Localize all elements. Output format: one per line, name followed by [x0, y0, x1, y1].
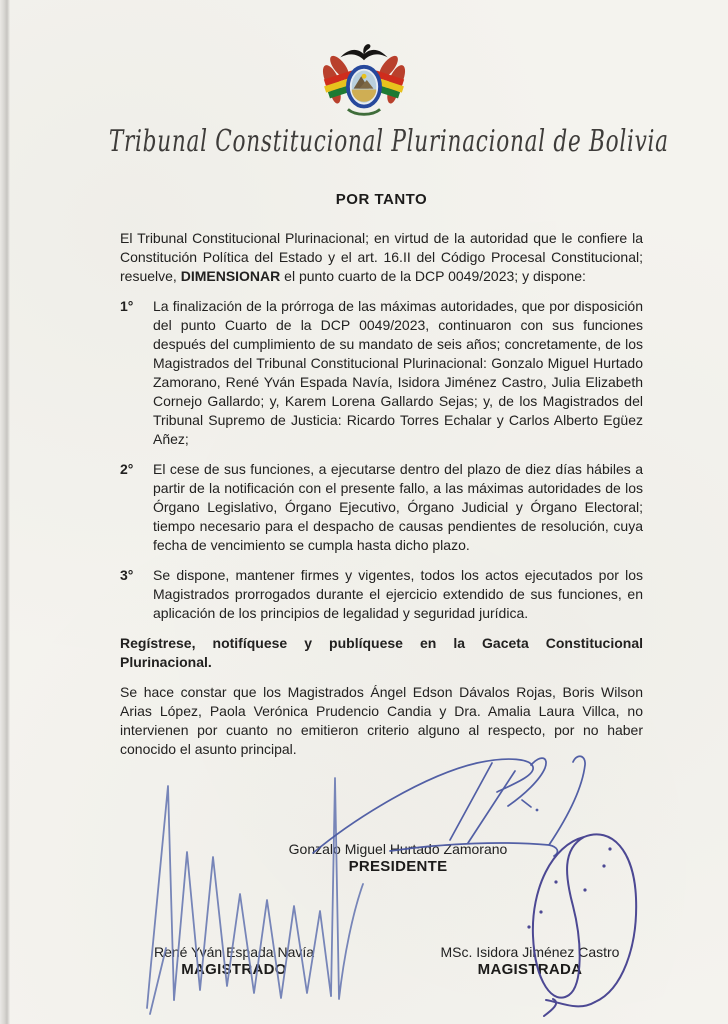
magistrada-role: MAGISTRADA: [477, 961, 583, 978]
intro-text-end: el punto cuarto de la DCP 0049/2023; y dispone:: [280, 268, 586, 284]
magistrado-role: MAGISTRADO: [181, 961, 287, 978]
section-heading: POR TANTO: [335, 191, 428, 208]
resolution-text: El cese de sus funciones, a ejecutarse dentro del plazo de diez días hábiles a partir de la notificación con el presente fallo, a las máximas autoridades de los Órgano Legislativo, Órgano Ejecutivo, Órgano Judicial y Órgano Electoral; tiempo necesario para el despacho de causas pendientes de resolución, cuya fecha de vencimiento se cumpla hasta dicho plazo.: [153, 461, 643, 553]
magistrada-name: MSc. Isidora Jiménez Castro: [440, 944, 620, 960]
resolution-number: 1°: [120, 298, 134, 314]
resolution-item-2: [120, 460, 643, 555]
intro-text-start: El Tribunal Constitucional Plurinacional; en virtud de la autoridad que le confiere la Constitución Política del Estado y el art. 16.II del Código Procesal Constitucional; resuelve,: [120, 230, 643, 284]
abstention-note: Se hace constar que los Magistrados Ángel Edson Dávalos Rojas, Boris Wilson Arias López, Paola Verónica Prudencio Candia y Dra. Amalia Laura Villca, no intervienen por cuanto no emitieron criterio alguno al respecto, por no haber conocido el asunto principal.: [120, 684, 643, 757]
intro-bold-keyword: DIMENSIONAR: [180, 268, 281, 284]
president-role: PRESIDENTE: [348, 858, 448, 875]
signature-block-president: [267, 841, 529, 876]
letterhead: [0, 40, 728, 159]
registration-order: Regístrese, notifíquese y publíquese en la Gaceta Constitucional Plurinacional.: [120, 635, 643, 670]
resolution-number: 3°: [120, 567, 134, 583]
resolution-item-1: [120, 297, 643, 449]
signature-block-magistrado: [124, 944, 344, 979]
resolution-number: 2°: [120, 461, 134, 477]
resolution-text: La finalización de la prórroga de las máximas autoridades, que por disposición del punto Cuarto de la DCP 0049/2023, continuaron con sus funciones después del cumplimiento de su mandato de seis años; concretamente, de los Magistrados del Tribunal Constitucional Plurinacional: Gonzalo Miguel Hurtado Zamorano, René Yván Espada Navía, Isidora Jiménez Castro, Julia Elizabeth Cornejo Gallardo; y, Karem Lorena Gallardo Sejas; y, de los Magistrados del Tribunal Supremo de Justicia: Ricardo Torres Echalar y Carlos Alberto Egüez Añez;: [153, 298, 643, 447]
bolivia-coat-of-arms-icon: [312, 40, 416, 122]
document-body: [120, 176, 643, 759]
president-name: Gonzalo Miguel Hurtado Zamorano: [288, 841, 508, 857]
institution-name: Tribunal Constitucional Plurinacional de Bolivia: [108, 124, 669, 159]
resolution-item-3: [120, 566, 643, 623]
resolution-text: Se dispone, mantener firmes y vigentes, todos los actos ejecutados por los Magistrados prorrogados durante el ejercicio extendido de sus funciones, en aplicación de los principios de legalidad y seguridad jurídica.: [153, 567, 643, 621]
intro-paragraph: [120, 229, 643, 286]
signature-block-magistrada: [410, 944, 650, 979]
magistrado-name: René Yván Espada Navía: [153, 944, 315, 960]
